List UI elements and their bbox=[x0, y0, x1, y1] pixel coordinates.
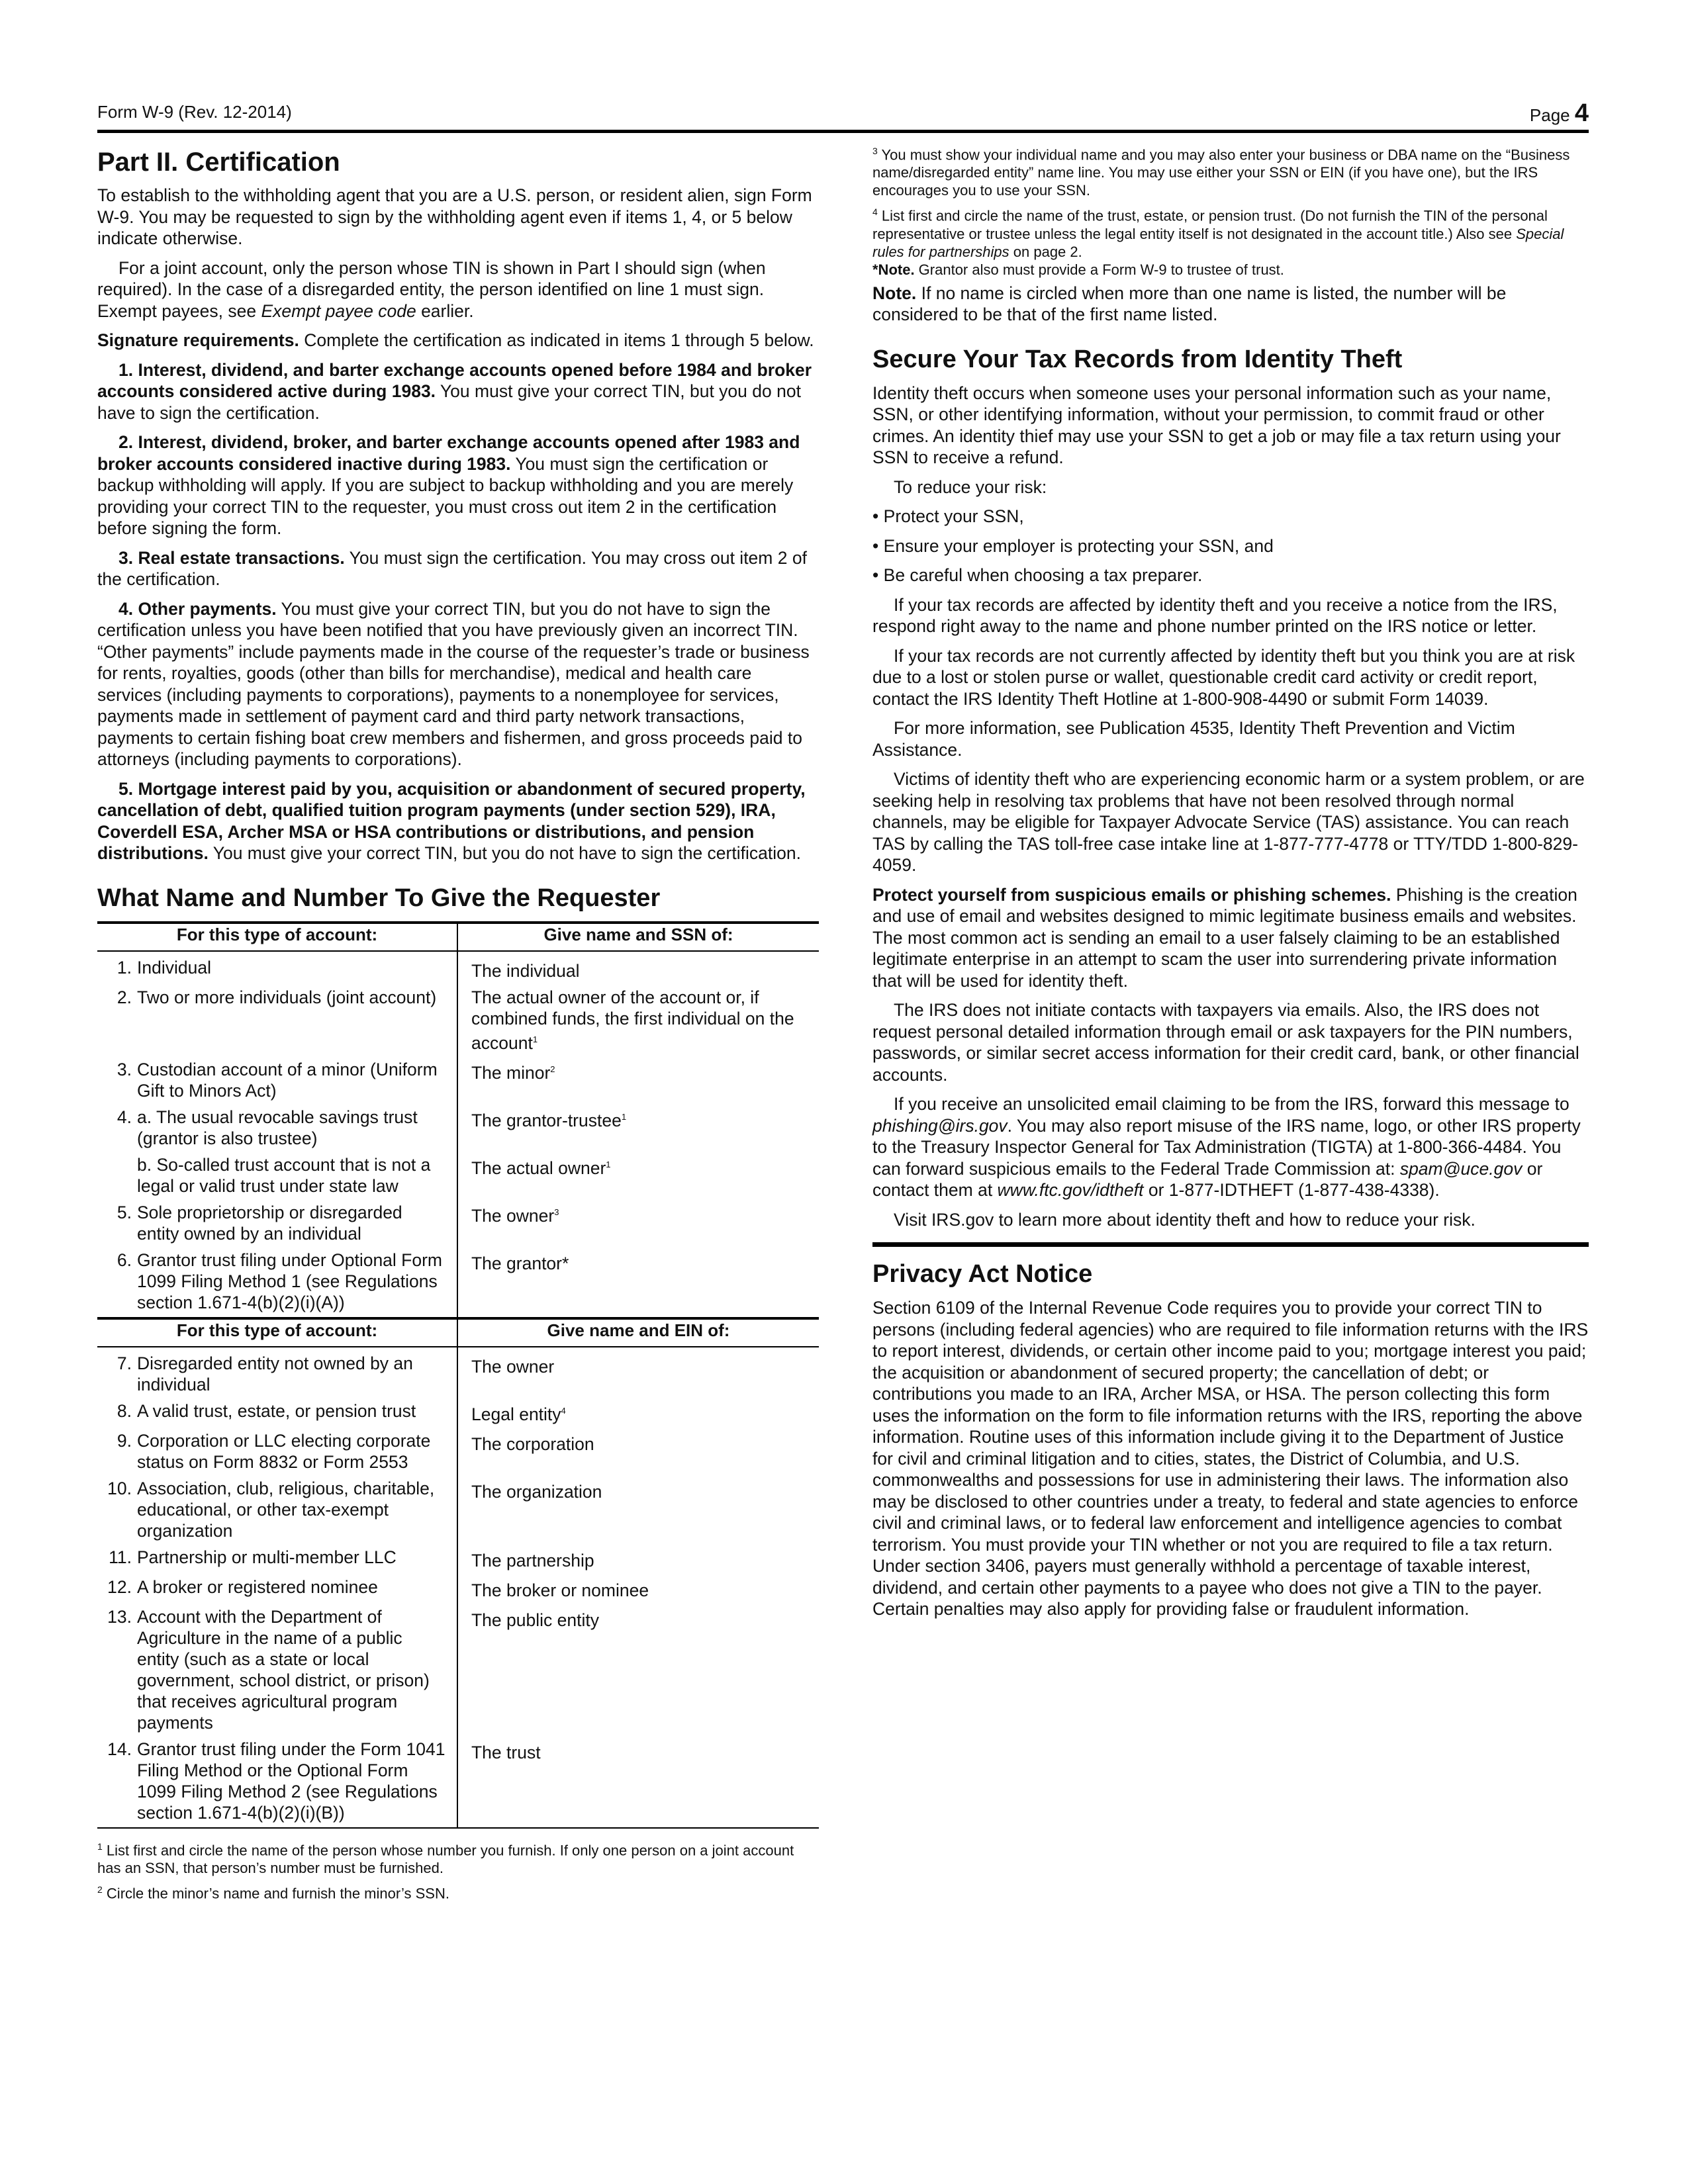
account-type-cell: 1. Individual bbox=[97, 951, 457, 981]
account-type-cell: 7. Disregarded entity not owned by an individual bbox=[97, 1347, 457, 1395]
grantor-note: *Note. Grantor also must provide a Form W-9 to trustee of trust. bbox=[872, 261, 1284, 278]
identity-theft-intro: Identity theft occurs when someone uses your personal information such as your name, SSN, or other identifying information, without your permission, to commit fraud or other crimes. An identity thief may use your SSN to get a job or may file a tax return using your SSN to receive a refund. bbox=[872, 383, 1561, 468]
ftc-url-link[interactable]: www.ftc.gov/idtheft bbox=[997, 1180, 1144, 1201]
table-header-ein bbox=[97, 1318, 819, 1347]
header-give-ein: Give name and EIN of: bbox=[457, 1318, 819, 1347]
table-row bbox=[97, 1571, 819, 1601]
table-row bbox=[97, 1425, 819, 1473]
account-type-cell: 5. Sole proprietorship or disregarded entity owned by an individual bbox=[97, 1197, 457, 1244]
table-header-ssn bbox=[97, 923, 819, 951]
footnote-3: $^3$ You must show your individual name and you may also enter your business or DBA name on the “Business name/disregarded entity” name line. You may use either your SSN or EIN (if you have one), but the IRS encourages you to use your SSN. bbox=[872, 146, 1570, 199]
bullet-preparer: • Be careful when choosing a tax preparer. bbox=[872, 565, 1203, 586]
privacy-text: Section 6109 of the Internal Revenue Code requires you to provide your correct TIN to persons (including federal agencies) who are required to file information returns with the IRS to report interest, dividends, or certain other income paid to you; mortgage interest you paid; the acquisition or abandonment of secured property; the cancellation of debt; or contributions you made to an IRA, Archer MSA, or HSA. The person collecting this form uses the information on the form to file information returns with the IRS, reporting the above information. Routine uses of this information include giving it to the Department of Justice for civil and criminal litigation and to cities, states, the District of Columbia, and U.S. commonwealths and possessions for use in administering their laws. The information also may be disclosed to other countries under a treaty, to federal and state agencies to enforce civil and criminal laws, or to federal law enforcement and intelligence agencies to combat terrorism. You must provide your TIN whether or not you are required to file a tax return. Under section 3406, payers must generally withhold a percentage of taxable interest, dividend, and certain other payments to a payee who does not give a TIN to the payer. Certain penalties may also apply for providing false or fraudulent information. bbox=[872, 1298, 1589, 1619]
account-type-cell: 6. Grantor trust filing under Optional Form 1099 Filing Method 1 (see Regulations section 1.671-4(b)(2)(i)(A)) bbox=[97, 1244, 457, 1318]
header-rule bbox=[97, 130, 1589, 133]
give-name-cell: The owner$^3$ bbox=[471, 1205, 559, 1226]
phishing-para: Protect yourself from suspicious emails or phishing schemes. Phishing is the creation and use of email and websites designed to mimic legitimate business emails and websites. The most common act is sending an email to a user falsely claiming to be an established legitimate enterprise in an attempt to scam the user into surrendering private information that will be used for identity theft. bbox=[872, 884, 1577, 991]
privacy-title: Privacy Act Notice bbox=[872, 1260, 1093, 1289]
joint-account-para: For a joint account, only the person whose TIN is shown in Part I should sign (when required). In the case of a disregarded entity, the person identified on line 1 must sign. Exempt payees, see Exempt payee code earlier. bbox=[97, 257, 766, 321]
page-label: Page bbox=[1529, 105, 1570, 125]
footnote-2: $^2$ Circle the minor’s name and furnish the minor’s SSN. bbox=[97, 1884, 449, 1902]
reduce-risk: To reduce your risk: bbox=[894, 477, 1047, 497]
give-name-cell: The trust bbox=[457, 1733, 819, 1828]
header-account-type: For this type of account: bbox=[97, 923, 457, 951]
secure-records-title: Secure Your Tax Records from Identity Theft bbox=[872, 345, 1403, 373]
form-revision: Form W-9 (Rev. 12-2014) bbox=[97, 102, 292, 122]
item-4: 4. Other payments. You must give your correct TIN, but you do not have to sign the certification unless you have been notified that you have previously given an incorrect TIN. “Other payments” include payments made in the course of the requester’s trade or business for rents, royalties, goods (other than bills for merchandise), medical and health care services (including payments to corporations), payments to a nonemployee for services, payments made in settlement of payment card and third party network transactions, payments to certain fishing boat crew members and fishermen, and gross proceeds paid to attorneys (including payments to corporations). bbox=[97, 598, 810, 769]
section-rule bbox=[872, 1242, 1589, 1247]
item-3: 3. Real estate transactions. You must sign the certification. You may cross out item 2 of the certification. bbox=[97, 547, 807, 589]
give-name-cell: The actual owner$^1$ bbox=[471, 1158, 611, 1178]
phishing-email-link[interactable]: phishing@irs.gov bbox=[872, 1115, 1008, 1136]
give-name-cell: The broker or nominee bbox=[471, 1580, 649, 1600]
account-type-cell: 12. A broker or registered nominee bbox=[97, 1571, 457, 1601]
right-column bbox=[872, 142, 1589, 1620]
give-name-cell: The owner bbox=[471, 1356, 555, 1377]
account-type-cell: 9. Corporation or LLC electing corporate status on Form 8832 or Form 2553 bbox=[97, 1425, 457, 1473]
item-1: 1. Interest, dividend, and barter exchange accounts opened before 1984 and broker accounts considered active during 1983. You must give your correct TIN, but you do not have to sign the certification. bbox=[97, 359, 812, 423]
item-5: 5. Mortgage interest paid by you, acquisition or abandonment of secured property, cancellation of debt, qualified tuition program payments (under section 529), IRA, Coverdell ESA, Archer MSA or HSA contributions or distributions, and pension distributions. You must give your correct TIN, but you do not have to sign the certification. bbox=[97, 778, 806, 863]
table-row bbox=[97, 1149, 819, 1197]
give-name-cell: The grantor* bbox=[457, 1244, 819, 1318]
table-row bbox=[97, 1473, 819, 1541]
give-name-cell: The minor$^2$ bbox=[471, 1062, 555, 1083]
account-type-cell: 3. Custodian account of a minor (Uniform Gift to Minors Act) bbox=[97, 1054, 457, 1101]
header-account-type: For this type of account: bbox=[97, 1318, 457, 1347]
more-info-para: For more information, see Publication 4535, Identity Theft Prevention and Victim Assistance. bbox=[872, 718, 1515, 760]
give-name-cell: Legal entity$^4$ bbox=[471, 1404, 566, 1424]
table-row bbox=[97, 981, 819, 1054]
table-row bbox=[97, 1733, 819, 1828]
footnote-1: $^1$ List first and circle the name of the person whose number you furnish. If only one person on a joint account has an SSN, that person’s number must be furnished. bbox=[97, 1841, 794, 1876]
signature-requirements: Signature requirements. Complete the certification as indicated in items 1 through 5 below. bbox=[97, 330, 814, 350]
give-name-cell: The grantor-trustee$^1$ bbox=[471, 1110, 627, 1130]
table-row bbox=[97, 1197, 819, 1244]
table-row bbox=[97, 1601, 819, 1733]
account-type-cell: 2. Two or more individuals (joint account) bbox=[97, 981, 457, 1054]
victims-para: Victims of identity theft who are experiencing economic harm or a system problem, or are seeking help in resolving tax problems that have not been resolved through normal channels, may be eligible for Taxpayer Advocate Service (TAS) assistance. You can reach TAS by calling the TAS toll-free case intake line at 1-877-777-4778 or TTY/TDD 1-800-829-4059. bbox=[872, 769, 1585, 876]
visit-irs-para: Visit IRS.gov to learn more about identity theft and how to reduce your risk. bbox=[894, 1209, 1476, 1230]
spam-email-link[interactable]: spam@uce.gov bbox=[1399, 1158, 1523, 1179]
table-row bbox=[97, 1395, 819, 1425]
account-type-cell: 13. Account with the Department of Agriculture in the name of a public entity (such as a state or local government, school district, or prison) that receives agricultural program payments bbox=[97, 1601, 457, 1733]
name-note: Note. If no name is circled when more than one name is listed, the number will be considered to be that of the first name listed. bbox=[872, 283, 1507, 325]
account-type-cell: 10. Association, club, religious, charitable, educational, or other tax-exempt organization bbox=[97, 1473, 457, 1541]
account-type-cell: 4. a. The usual revocable savings trust (grantor is also trustee) bbox=[97, 1101, 457, 1149]
what-name-title: What Name and Number To Give the Requester bbox=[97, 884, 661, 912]
give-name-cell: The actual owner of the account or, if combined funds, the first individual on the account$^1$ bbox=[471, 987, 794, 1053]
page-header bbox=[97, 99, 1589, 130]
account-type-cell: b. So-called trust account that is not a legal or valid trust under state law bbox=[97, 1149, 457, 1197]
table-row bbox=[97, 1541, 819, 1571]
part2-title: Part II. Certification bbox=[97, 148, 340, 177]
table-row bbox=[97, 1101, 819, 1149]
table-row bbox=[97, 951, 819, 981]
page-number-value: 4 bbox=[1574, 99, 1589, 127]
table-row bbox=[97, 1347, 819, 1395]
not-affected-para: If your tax records are not currently affected by identity theft but you think you are at risk due to a lost or stolen purse or wallet, questionable credit card activity or credit report, contact the IRS Identity Theft Hotline at 1-800-908-4490 or submit Form 14039. bbox=[872, 645, 1575, 709]
bullet-employer: • Ensure your employer is protecting your SSN, and bbox=[872, 535, 1274, 556]
table-row bbox=[97, 1244, 819, 1318]
page-number bbox=[1530, 99, 1589, 128]
give-name-cell: The corporation bbox=[471, 1433, 594, 1454]
give-name-cell: The public entity bbox=[471, 1610, 599, 1630]
part2-intro: To establish to the withholding agent that you are a U.S. person, or resident alien, sign Form W-9. You may be requested to sign by the withholding agent even if items 1, 4, or 5 below indicate otherwise. bbox=[97, 185, 812, 248]
forward-para: If you receive an unsolicited email claiming to be from the IRS, forward this message to phishing@irs.gov. You may also report misuse of the IRS name, logo, or other IRS property to the Treasury Inspector General for Tax Administration (TIGTA) at 1-800-366-4484. You can forward suspicious emails to the Federal Trade Commission at: spam@uce.gov or contact them at www.ftc.gov/idtheft or 1-877-IDTHEFT (1-877-438-4338). bbox=[872, 1094, 1581, 1201]
irs-contact-para: The IRS does not initiate contacts with taxpayers via emails. Also, the IRS does not request personal detailed information through email or ask taxpayers for the PIN numbers, passwords, or similar secret access information for their credit card, bank, or other financial accounts. bbox=[872, 1000, 1579, 1085]
table-row bbox=[97, 1054, 819, 1101]
account-type-cell: 14. Grantor trust filing under the Form 1041 Filing Method or the Optional Form 1099 Filing Method 2 (see Regulations section 1.671-4(b)(2)(i)(B)) bbox=[97, 1733, 457, 1828]
left-column bbox=[97, 142, 819, 1902]
footnote-4: $^4$ List first and circle the name of the trust, estate, or pension trust. (Do not furnish the TIN of the personal representative or trustee unless the legal entity itself is not designated in the account title.) Also see Special rules for partnerships on page 2. bbox=[872, 206, 1564, 260]
item-2: 2. Interest, dividend, broker, and barter exchange accounts opened after 1983 and broker accounts considered inactive during 1983. You must sign the certification or backup withholding will apply. If you are subject to backup withholding and you are merely providing your correct TIN to the requester, you must cross out item 2 in the certification before signing the form. bbox=[97, 432, 800, 538]
bullet-protect-ssn: • Protect your SSN, bbox=[872, 506, 1024, 527]
account-type-cell: 8. A valid trust, estate, or pension trust bbox=[97, 1395, 457, 1425]
give-name-cell: The partnership bbox=[471, 1550, 594, 1570]
account-type-cell: 11. Partnership or multi-member LLC bbox=[97, 1541, 457, 1571]
give-name-cell: The individual bbox=[471, 960, 580, 981]
header-give-ssn: Give name and SSN of: bbox=[457, 923, 819, 951]
name-number-table bbox=[97, 921, 819, 1829]
affected-para: If your tax records are affected by identity theft and you receive a notice from the IRS, respond right away to the name and phone number printed on the IRS notice or letter. bbox=[872, 594, 1558, 637]
give-name-cell: The organization bbox=[471, 1481, 602, 1502]
